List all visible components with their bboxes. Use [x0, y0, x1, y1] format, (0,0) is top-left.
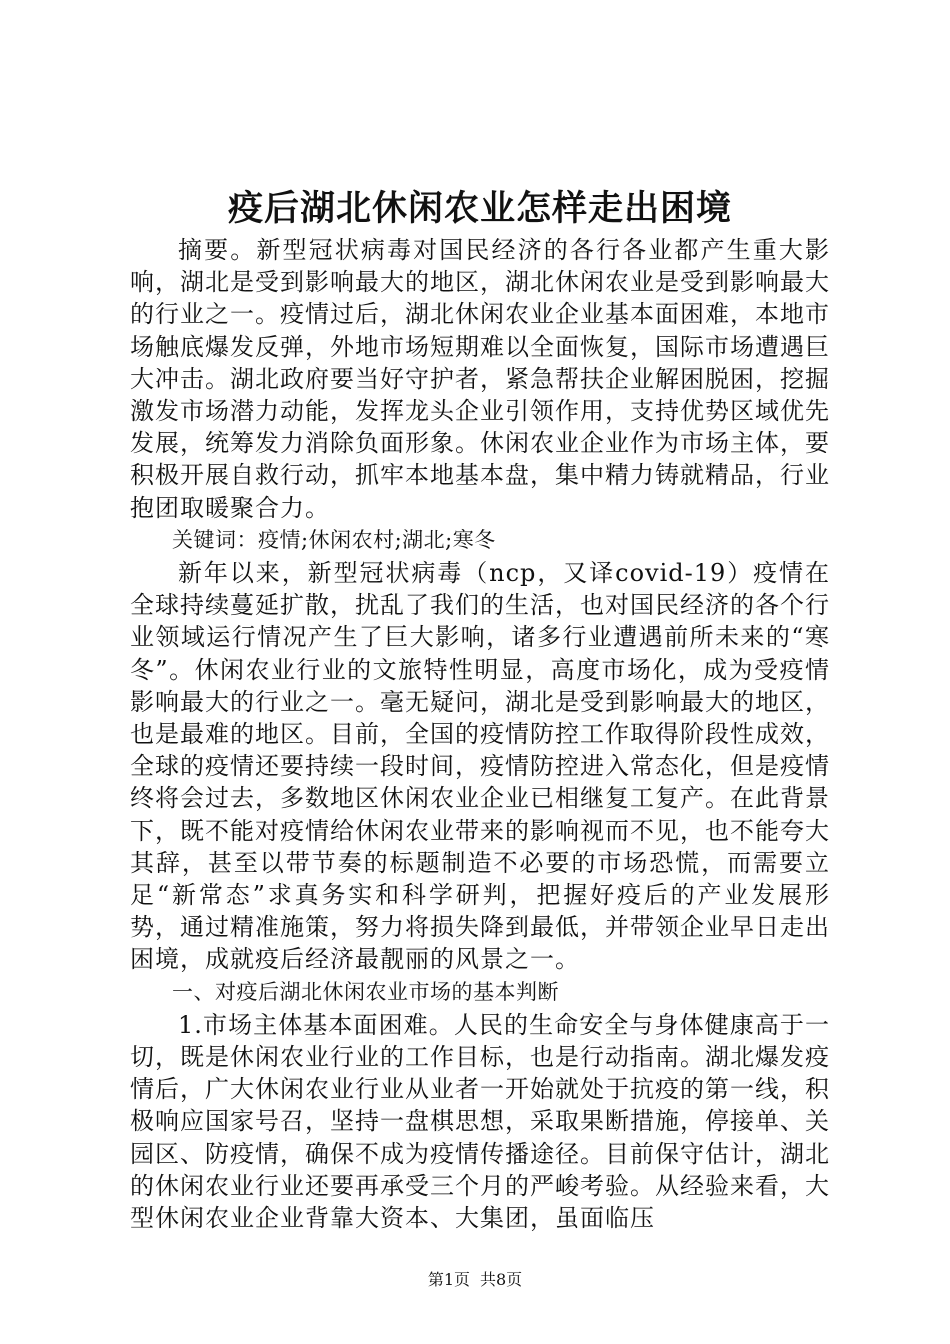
- section-paragraph: 1.市场主体基本面困难。人民的生命安全与身体健康高于一切，既是休闲农业行业的工作目标，也是行动指南。湖北爆发疫情后，广大休闲农业行业从业者一开始就处于抗疫的第一线，积极响应国家号召，坚持一盘棋思想，采取果断措施，停接单、关园区、防疫情，确保不成为疫情传播途径。目前保守估计，湖北的休闲农业行业还要再承受三个月的严峻考验。从经验来看，大型休闲农业企业背靠大资本、大集团，虽面临压: [130, 1010, 830, 1233]
- abstract-paragraph: 摘要。新型冠状病毒对国民经济的各行各业都产生重大影响，湖北是受到影响最大的地区，湖北休闲农业是受到影响最大的行业之一。疫情过后，湖北休闲农业企业基本面困难，本地市场触底爆发反弹，外地市场短期难以全面恢复，国际市场遭遇巨大冲击。湖北政府要当好守护者，紧急帮扶企业解困脱困，挖掘激发市场潜力动能，发挥龙头企业引领作用，支持优势区域优先发展，统筹发力消除负面形象。休闲农业企业作为市场主体，要积极开展自救行动，抓牢本地基本盘，集中精力铸就精品，行业抱团取暖聚合力。: [130, 236, 830, 522]
- page-footer: [0, 1270, 950, 1290]
- document-body: [130, 234, 830, 1234]
- page-total: 共8页: [480, 1270, 523, 1289]
- keywords-line: 关键词：疫情;休闲农村;湖北;寒冬: [172, 527, 496, 552]
- page-number: 第1页: [427, 1270, 470, 1289]
- intro-paragraph: 新年以来，新型冠状病毒（ncp，又译covid-19）疫情在全球持续蔓延扩散，扰乱了我们的生活，也对国民经济的各个行业领域运行情况产生了巨大影响，诸多行业遭遇前所未来的“寒冬”。休闲农业行业的文旅特性明显，高度市场化，成为受疫情影响最大的行业之一。毫无疑问，湖北是受到影响最大的地区，也是最难的地区。目前，全国的疫情防控工作取得阶段性成效，全球的疫情还要持续一段时间，疫情防控进入常态化，但是疫情终将会过去，多数地区休闲农业企业已相继复工复产。在此背景下，既不能对疫情给休闲农业带来的影响视而不见，也不能夸大其辞，甚至以带节奏的标题制造不必要的市场恐慌，而需要立足“新常态”求真务实和科学研判，把握好疫后的产业发展形势，通过精准施策，努力将损失降到最低，并带领企业早日走出困境，成就疫后经济最靓丽的风景之一。: [130, 559, 830, 974]
- document-title: 疫后湖北休闲农业怎样走出困境: [227, 188, 732, 229]
- section-heading: 一、对疫后湖北休闲农业市场的基本判断: [172, 979, 559, 1004]
